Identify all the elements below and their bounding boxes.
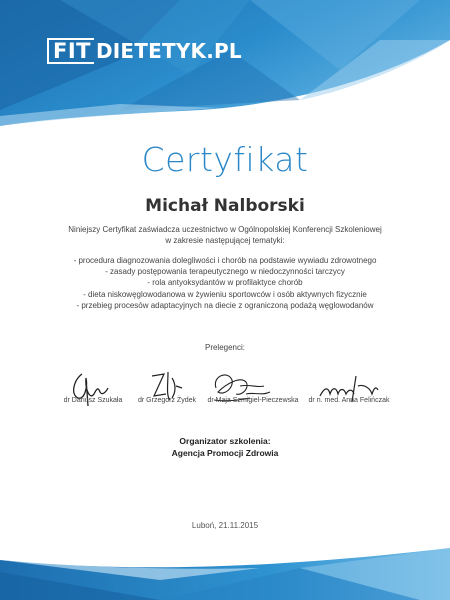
lecturer-name: dr Maja Szmigiel-Pieczewska bbox=[207, 397, 299, 404]
lecturer-name: dr n. med. Anna Felińczak bbox=[308, 397, 390, 404]
place-date: Luboń, 21.11.2015 bbox=[191, 521, 259, 530]
organizer-label: Organizator szkolenia: bbox=[179, 436, 271, 446]
topic-item: - procedura diagnozowania dolegliwości i chorób na podstawie wywiadu zdrowotnego bbox=[73, 256, 377, 265]
logo-main-text: DIETETYK.PL bbox=[95, 39, 242, 63]
topic-item: - rola antyoksydantów w profilaktyce chorób bbox=[147, 278, 303, 288]
organizer-name: Agencja Promocji Zdrowia bbox=[171, 448, 279, 458]
topics-list bbox=[30, 255, 420, 311]
intro-line-2: w zakresie następującej tematyki: bbox=[165, 236, 285, 245]
topic-item: - dieta niskowęglowodanowa w żywieniu sportowców i osób aktywnych fizycznie bbox=[83, 289, 367, 299]
certificate-title: Certyfikat bbox=[141, 140, 309, 179]
lecturer-name: dr Dariusz Szukała bbox=[63, 397, 123, 404]
lecturer-name: dr Grzegorz Żydek bbox=[138, 397, 196, 404]
certificate-intro bbox=[60, 224, 390, 246]
lecturers-label: Prelegenci: bbox=[204, 343, 246, 352]
intro-line-1: Niniejszy Certyfikat zaświadcza uczestnictwo w Ogólnopolskiej Konferencji Szkoleniowej bbox=[68, 225, 382, 234]
topic-item: - zasady postępowania terapeutycznego w niedoczynności tarczycy bbox=[105, 267, 345, 277]
recipient-name: Michał Nalborski bbox=[145, 196, 305, 216]
logo-fit-text: FIT bbox=[47, 38, 94, 64]
topic-item: - przebieg procesów adaptacyjnych na diecie z ograniczoną podażą węglowodanów bbox=[76, 300, 374, 310]
fitdietetyk-logo bbox=[47, 38, 242, 64]
